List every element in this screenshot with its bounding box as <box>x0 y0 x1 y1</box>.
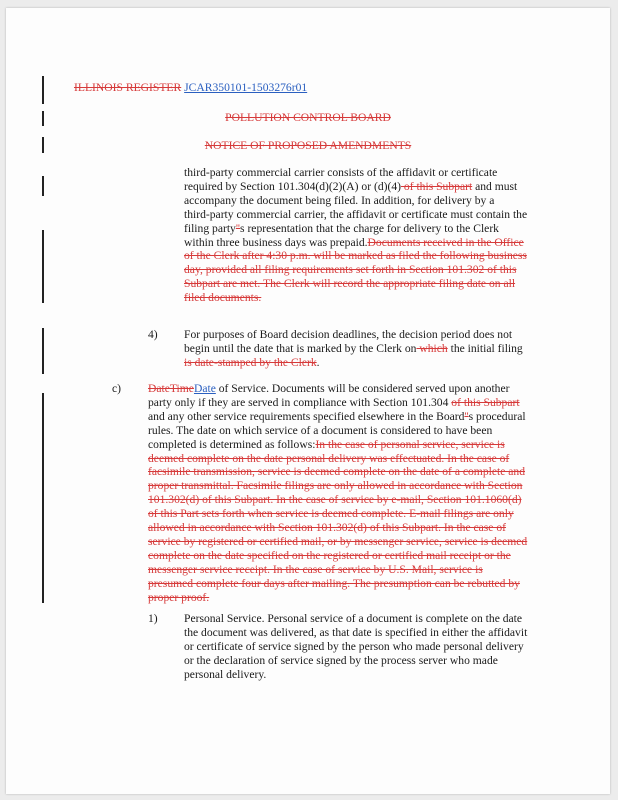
board-title: POLLUTION CONTROL BOARD <box>225 111 391 124</box>
item-1-text: Personal Service. Personal service of a document is complete on the date the document was delivered, as that date is specified in either the affidavit or certificate of service signed by the person who made personal delivery or the declaration of service signed by the process server who made personal delivery. <box>184 612 528 681</box>
notice-title: NOTICE OF PROPOSED AMENDMENTS <box>204 139 412 152</box>
register-header: ILLINOIS REGISTER JCAR350101-1503276r01 <box>74 81 308 94</box>
change-bar <box>42 76 44 104</box>
item-1-number: 1) <box>148 612 158 625</box>
change-bar <box>42 328 44 374</box>
item-4-text: For purposes of Board decision deadlines, the decision period does not begin until the date that is marked by the Clerk on which the initial filing is date-stamped by the Clerk. <box>184 328 523 369</box>
carrier-paragraph: third-party commercial carrier consists of the affidavit or certificate required by Section 101.304(d)(2)(A) or (d)(4) of this Subpart and must accompany the document being filed. In addition, for delivery by a third-party commercial carrier, the affidavit or certificate must contain the filing party''s representation that the charge for delivery to the Clerk within three business days was prepaid.Documents received in the Office of the Clerk after 4:30 p.m. will be marked as filed the following business day, provided all filing requirements set forth in Section 101.302 of this Subpart are met. The Clerk will record the appropriate filing date on all filed documents. <box>184 166 528 305</box>
change-bar <box>42 230 44 303</box>
change-bar <box>42 393 44 603</box>
item-c-letter: c) <box>112 382 122 395</box>
item-4-number: 4) <box>148 328 158 341</box>
item-c-text: DateTimeDate of Service. Documents will be considered served upon another party only if they are served in compliance with Section 101.304 of this Subpart and any other service requirements specified elsewhere in the Board''s procedural rules. The date on which service of a document is considered to have been completed is determined as follows:In the case of personal service, service is deemed complete on the date personal delivery was effectuated. In the case of facsimile transmission, service is deemed complete on the date of a complete and proper transmittal. Facsimile filings are only allowed in accordance with Section 101.302(d) of this Subpart. In the case of service by e-mail, Section 101.1060(d) of this Part sets forth when service is deemed complete. E-mail filings are only allowed in accordance with Section 101.302(d) of this Subpart. In the case of service by registered or certified mail, or by messenger service, service is deemed complete on the date specified on the registered or certified mail receipt or the messenger service receipt. In the case of service by U.S. Mail, service is presumed complete four days after mailing. The presumption can be rebutted by proper proof. <box>148 382 528 604</box>
change-bar <box>42 176 44 196</box>
document-page <box>6 8 610 794</box>
